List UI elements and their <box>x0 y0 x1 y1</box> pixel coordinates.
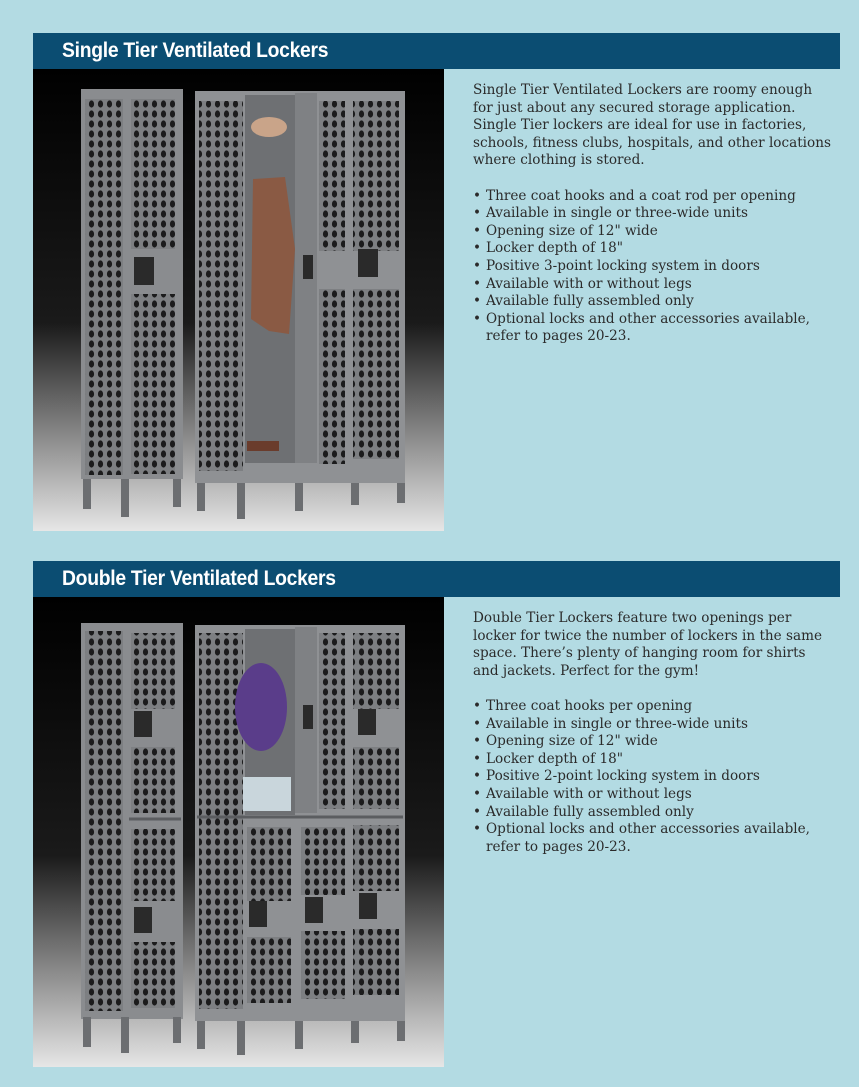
section-banner <box>33 33 840 69</box>
section-banner <box>33 561 840 597</box>
section-text <box>473 610 833 856</box>
section-description: Single Tier Ventilated Lockers are roomy enough for just about any secured storage application. Single Tier lockers are ideal for use in factories, schools, fitness clubs, hospitals, and other locations where clothing is stored. <box>473 82 831 169</box>
single-tier-locker-image <box>33 69 444 531</box>
section-title: Single Tier Ventilated Lockers <box>62 39 329 62</box>
feature-item: • Locker depth of 18" <box>473 240 833 258</box>
feature-item: • Available fully assembled only <box>473 804 833 822</box>
feature-item: • Available in single or three-wide units <box>473 716 833 734</box>
feature-item: • Available fully assembled only <box>473 293 833 311</box>
feature-item: • Optional locks and other accessories available, refer to pages 20-23. <box>473 311 833 346</box>
feature-item: • Available with or without legs <box>473 786 833 804</box>
double-tier-locker-photo <box>33 597 444 1067</box>
feature-item: • Opening size of 12" wide <box>473 223 833 241</box>
section-text <box>473 82 833 346</box>
feature-item: • Three coat hooks per opening <box>473 698 833 716</box>
feature-item: • Locker depth of 18" <box>473 751 833 769</box>
single-tier-locker-photo <box>33 69 444 531</box>
feature-item: • Three coat hooks and a coat rod per opening <box>473 188 833 206</box>
section-title: Double Tier Ventilated Lockers <box>62 567 336 590</box>
feature-list <box>473 698 833 856</box>
feature-item: • Optional locks and other accessories available, refer to pages 20-23. <box>473 821 833 856</box>
feature-item: • Available with or without legs <box>473 276 833 294</box>
feature-item: • Positive 3-point locking system in doors <box>473 258 833 276</box>
feature-item: • Available in single or three-wide units <box>473 205 833 223</box>
double-tier-locker-image <box>33 597 444 1067</box>
section-description: Double Tier Lockers feature two openings per locker for twice the number of lockers in the same space. There’s plenty of hanging room for shirts and jackets. Perfect for the gym! <box>473 610 823 679</box>
feature-item: • Positive 2-point locking system in doors <box>473 768 833 786</box>
feature-item: • Opening size of 12" wide <box>473 733 833 751</box>
feature-list <box>473 188 833 346</box>
